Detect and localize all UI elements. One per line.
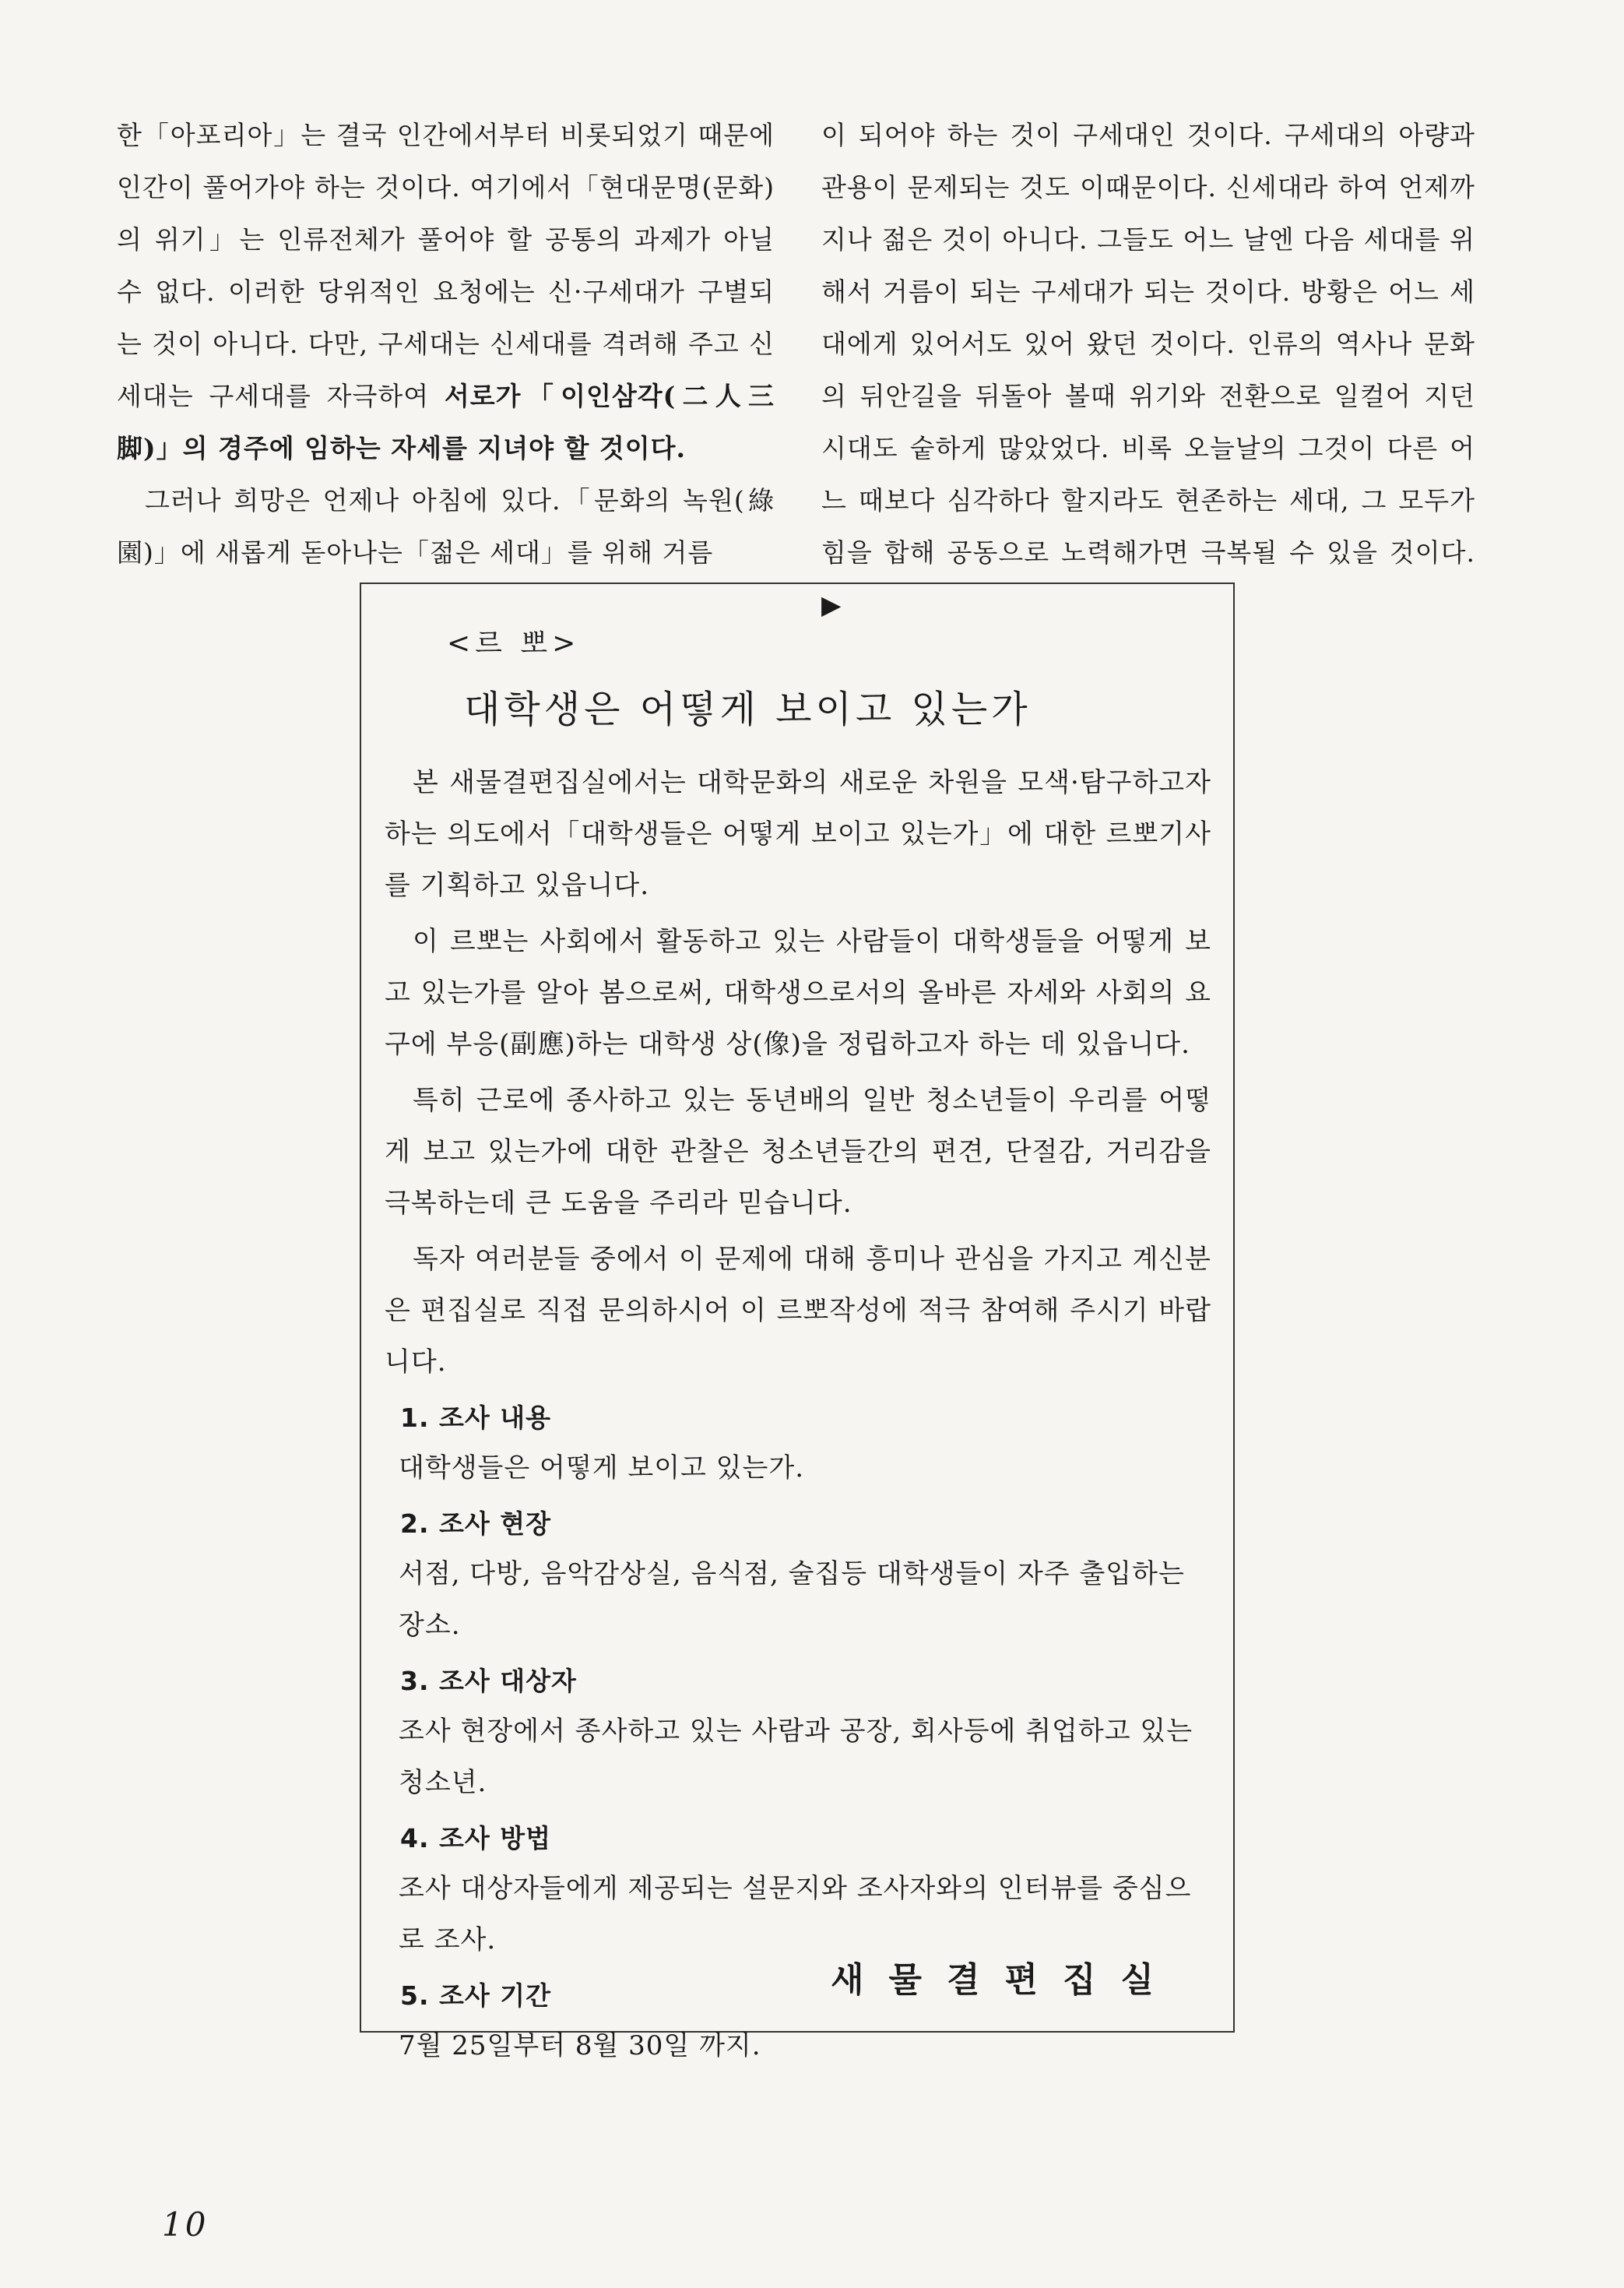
survey-section bbox=[385, 1394, 1211, 1494]
notice-paragraph: 특히 근로에 종사하고 있는 동년배의 일반 청소년들이 우리를 어떻게 보고 있는가에 대한 관찰은 청소년들간의 편견, 단절감, 거리감을 극복하는데 큰 도움을 주리라 믿습니다. bbox=[385, 1085, 1211, 1219]
reportage-notice-box bbox=[360, 583, 1235, 2061]
survey-section-heading: 2. 조사 현장 bbox=[400, 1508, 551, 1539]
survey-section bbox=[385, 1657, 1211, 1808]
survey-section-heading: 4. 조사 방법 bbox=[400, 1823, 551, 1853]
survey-section bbox=[385, 1500, 1211, 1651]
notice-paragraph: 이 르뽀는 사회에서 활동하고 있는 사람들이 대학생들을 어떻게 보고 있는가를 알아 봄으로써, 대학생으로서의 올바른 자세와 사회의 요구에 부응(副應)하는 대학생 상(像)을 정립하고자 하는 데 있읍니다. bbox=[385, 926, 1211, 1060]
survey-section-heading: 5. 조사 기간 bbox=[400, 1980, 551, 2011]
right-column bbox=[821, 109, 1475, 631]
notice-paragraph: 본 새물결편집실에서는 대학문화의 새로운 차원을 모색·탐구하고자 하는 의도에서「대학생들은 어떻게 보이고 있는가」에 대한 르뽀기사를 기획하고 있읍니다. bbox=[385, 767, 1211, 901]
survey-section-heading: 3. 조사 대상자 bbox=[400, 1666, 577, 1696]
page-number: 10 bbox=[162, 2205, 209, 2244]
left-paragraph-1 bbox=[117, 109, 775, 474]
survey-section bbox=[385, 1815, 1211, 1966]
notice-body bbox=[385, 757, 1211, 2072]
survey-section-body: 조사 현장에서 종사하고 있는 사람과 공장, 회사등에 취업하고 있는 청소년. bbox=[399, 1716, 1193, 1798]
left-paragraph-1-bold: 서로가「이인삼각(二人三脚)」의 경주에 임하는 자세를 지녀야 할 것이다. bbox=[117, 381, 775, 463]
left-column bbox=[117, 109, 775, 579]
survey-section-body: 대학생들은 어떻게 보이고 있는가. bbox=[399, 1452, 805, 1484]
survey-section-body: 서점, 다방, 음악감상실, 음식점, 술집등 대학생들이 자주 출입하는 장소. bbox=[399, 1558, 1185, 1641]
notice-signature: 새물결편집실 bbox=[830, 1960, 1179, 2000]
survey-section-heading: 1. 조사 내용 bbox=[400, 1403, 551, 1433]
notice-paragraph: 독자 여러분들 중에서 이 문제에 대해 흥미나 관심을 가지고 계신분은 편집실로 직접 문의하시어 이 르뽀작성에 적극 참여해 주시기 바랍니다. bbox=[385, 1244, 1211, 1378]
survey-section-body: 7월 25일부터 8월 30일 까지. bbox=[399, 2030, 761, 2061]
survey-section-body: 조사 대상자들에게 제공되는 설문지와 조사자와의 인터뷰를 중심으로 조사. bbox=[399, 1873, 1192, 1955]
left-paragraph-1-text: 한「아포리아」는 결국 인간에서부터 비롯되었기 때문에 인간이 풀어가야 하는 것이다. 여기에서「현대문명(문화)의 위기」는 인류전체가 풀어야 할 공통의 과제가 아닐 수 없다. 이러한 당위적인 요청에는 신·구세대가 구별되는 것이 아니다. 다만, 구세대는 신세대를 격려해 주고 신세대는 구세대를 자극하여 bbox=[117, 120, 775, 411]
left-paragraph-2: 그러나 희망은 언제나 아침에 있다.「문화의 녹원(綠園)」에 새롭게 돋아나는「젊은 세대」를 위해 거름 bbox=[117, 485, 775, 568]
right-paragraph: 이 되어야 하는 것이 구세대인 것이다. 구세대의 아량과 관용이 문제되는 것도 이때문이다. 신세대라 하여 언제까지나 젊은 것이 아니다. 그들도 어느 날엔 다음 세대를 위해서 거름이 되는 구세대가 되는 것이다. 방황은 어느 세대에게 있어서도 있어 왔던 것이다. 인류의 역사나 문화의 뒤안길을 뒤돌아 볼때 위기와 전환으로 일컬어 지던 시대도 숱하게 많았었다. 비록 오늘날의 그것이 다른 어느 때보다 심각하다 할지라도 현존하는 세대, 그 모두가 힘을 합해 공동으로 노력해가면 극복될 수 있을 것이다. ▶ bbox=[821, 120, 1475, 620]
notice-title: 대학생은 어떻게 보이고 있는가 bbox=[464, 688, 1032, 731]
notice-tag: <르 뽀> bbox=[447, 628, 581, 660]
